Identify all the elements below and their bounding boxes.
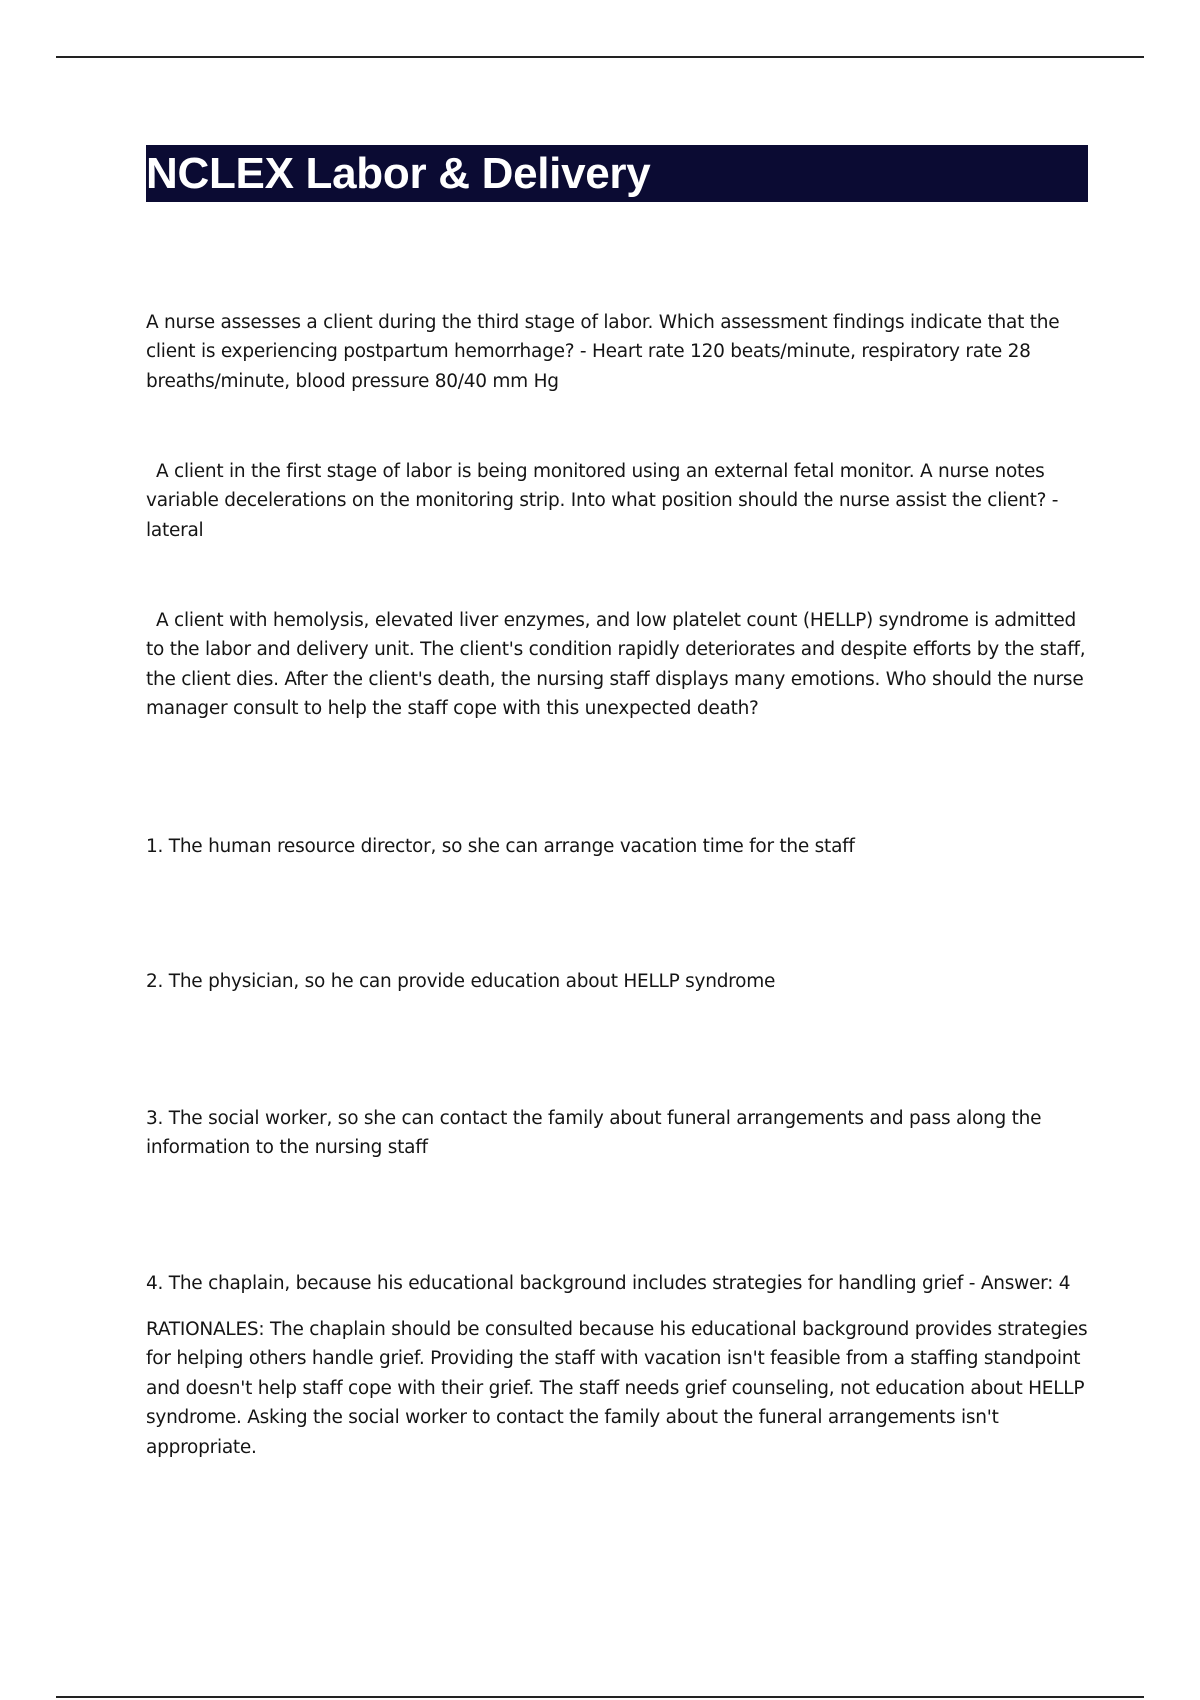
question-3-option-3: 3. The social worker, so she can contact the family about funeral arrangements and pass along the information to the nursing staff [146,1107,1042,1158]
question-3-rationale: RATIONALES: The chaplain should be consulted because his educational background provides strategies for helping others handle grief. Providing the staff with vacation isn't feasible from a staffing standpoint and doesn't help staff cope with their grief. The staff needs grief counseling, not education about HELLP syndrome. Asking the social worker to contact the family about the funeral arrangements isn't appropriate. [146,1318,1088,1458]
page-title: NCLEX Labor & Delivery [146,149,651,198]
question-3-option-1: 1. The human resource director, so she can arrange vacation time for the staff [146,835,855,857]
bottom-rule [56,1696,1144,1698]
question-3-text: A client with hemolysis, elevated liver enzymes, and low platelet count (HELLP) syndrome is admitted to the labor and delivery unit. The client's condition rapidly deteriorates and despite efforts by the staff, the client dies. After the client's death, the nursing staff displays many emotions. Who should the nurse manager consult to help the staff cope with this unexpected death? [146,609,1086,719]
question-1-text: A nurse assesses a client during the third stage of labor. Which assessment findings indicate that the client is experiencing postpartum hemorrhage? - Heart rate 120 beats/minute, respiratory rate 28 breaths/minute, blood pressure 80/40 mm Hg [146,311,1060,392]
question-3-option-4: 4. The chaplain, because his educational background includes strategies for handling grief - Answer: 4 [146,1272,1071,1294]
question-2-text: A client in the first stage of labor is being monitored using an external fetal monitor. A nurse notes variable decelerations on the monitoring strip. Into what position should the nurse assist the client? - lateral [146,460,1059,541]
question-3-option-2: 2. The physician, so he can provide education about HELLP syndrome [146,970,776,992]
title-banner [146,145,1088,202]
top-rule [56,56,1144,58]
